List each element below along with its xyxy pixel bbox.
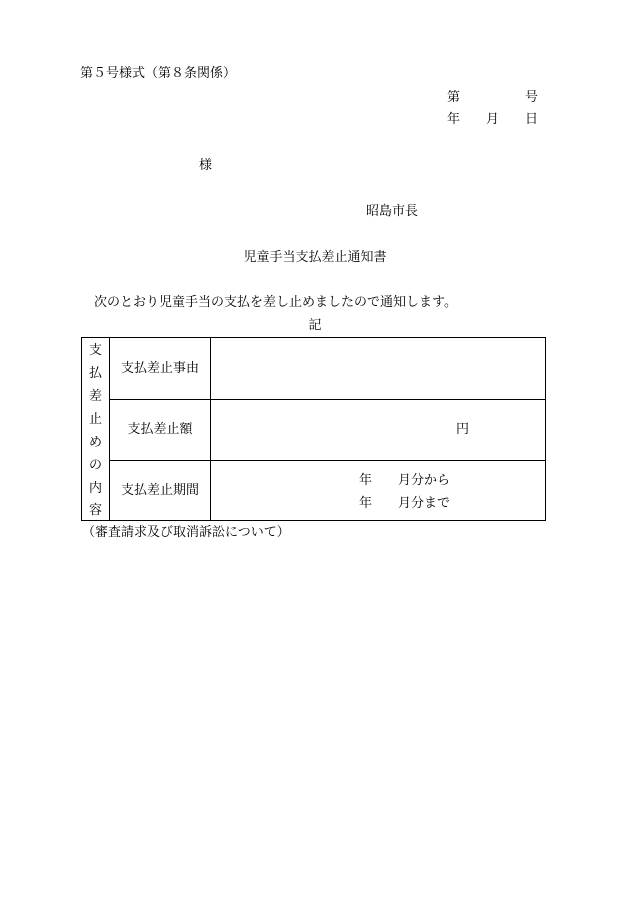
appeal-note: （審査請求及び取消訴訟について） [82, 525, 290, 540]
period-from-month: 月分から [398, 473, 451, 488]
period-from-year: 年 [359, 473, 373, 488]
date-day-label: 日 [525, 112, 539, 127]
table-row [110, 460, 545, 520]
date-year-label: 年 [447, 112, 461, 127]
ki-marker: 記 [308, 318, 322, 333]
document-title: 児童手当支払差止通知書 [243, 250, 387, 265]
addressee-honorific: 様 [199, 158, 213, 173]
amount-value [211, 399, 545, 460]
vertical-header-char: 差 [88, 389, 102, 404]
suspension-details-table [81, 337, 546, 521]
form-number-label: 第５号様式（第８条関係） [80, 66, 237, 81]
document-number-prefix: 第 [447, 90, 461, 105]
vertical-header [82, 338, 110, 520]
reason-label: 支払差止事由 [110, 338, 211, 399]
reason-value [211, 338, 545, 399]
date-month-label: 月 [486, 112, 500, 127]
document-number-suffix: 号 [525, 90, 539, 105]
body-text: 次のとおり児童手当の支払を差し止めましたので通知します。 [94, 295, 457, 310]
period-label: 支払差止期間 [110, 460, 211, 520]
vertical-header-char: の [88, 458, 102, 473]
amount-label: 支払差止額 [110, 399, 211, 460]
table-row [110, 399, 545, 461]
period-value [211, 460, 545, 520]
period-to-year: 年 [359, 496, 373, 511]
vertical-header-char: 払 [88, 366, 102, 381]
vertical-header-char: め [88, 435, 102, 450]
vertical-header-char: 支 [88, 343, 102, 358]
table-row [110, 338, 545, 400]
vertical-header-char: 内 [88, 481, 102, 496]
vertical-header-char: 容 [88, 503, 102, 518]
sender-name: 昭島市長 [366, 204, 419, 219]
period-to-month: 月分まで [398, 496, 451, 511]
yen-unit: 円 [456, 422, 470, 437]
vertical-header-char: 止 [88, 412, 102, 427]
